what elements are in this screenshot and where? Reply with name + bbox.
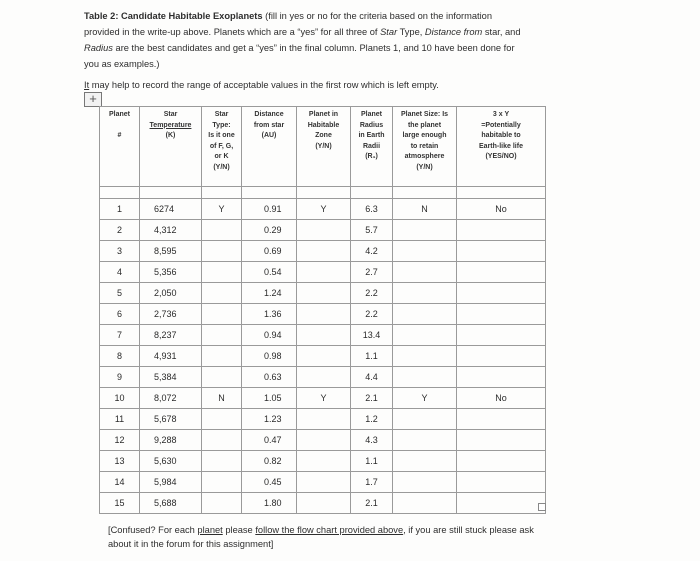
cell-temp[interactable]: 9,288 <box>140 430 202 451</box>
cell-temp[interactable]: 5,630 <box>140 451 202 472</box>
cell-dist[interactable]: 0.45 <box>242 472 297 493</box>
cell-size[interactable] <box>393 472 457 493</box>
cell-temp[interactable]: 5,984 <box>140 472 202 493</box>
footer-part1: [Confused? For each <box>108 525 198 535</box>
cell-zone[interactable] <box>297 325 351 346</box>
cell-potential[interactable] <box>457 262 546 283</box>
table-row <box>100 367 546 388</box>
cell-potential[interactable] <box>457 367 546 388</box>
cell-size[interactable]: N <box>393 199 457 220</box>
header-radius: Planet Radius in Earth Radii (R₁) <box>351 107 393 187</box>
cell-type[interactable] <box>202 409 242 430</box>
cell-size[interactable] <box>393 325 457 346</box>
hint-text <box>84 80 439 90</box>
table-row <box>100 283 546 304</box>
range-cell-planet[interactable] <box>100 187 140 199</box>
header-star-temperature: Star Temperature (K) <box>140 107 202 187</box>
cell-size[interactable] <box>393 262 457 283</box>
table-row <box>100 472 546 493</box>
cell-zone[interactable] <box>297 451 351 472</box>
cell-dist[interactable]: 0.47 <box>242 430 297 451</box>
footer-flow-chart-link[interactable]: follow the flow chart provided above <box>255 525 404 535</box>
table-row <box>100 346 546 367</box>
cell-temp[interactable]: 2,736 <box>140 304 202 325</box>
cell-planet[interactable]: 7 <box>100 325 140 346</box>
cell-potential[interactable] <box>457 493 546 514</box>
cell-type[interactable] <box>202 346 242 367</box>
cell-planet[interactable]: 8 <box>100 346 140 367</box>
cell-planet[interactable]: 13 <box>100 451 140 472</box>
range-cell-potential[interactable] <box>457 187 546 199</box>
instructions-star-type-term: Star <box>380 27 398 37</box>
cell-radius[interactable]: 1.1 <box>351 451 393 472</box>
instructions-radius-term: Radius <box>84 43 113 53</box>
acceptable-range-row <box>100 187 546 199</box>
range-cell-type[interactable] <box>202 187 242 199</box>
cell-dist[interactable]: 1.24 <box>242 283 297 304</box>
table-row <box>100 493 546 514</box>
cell-dist[interactable]: 1.05 <box>242 388 297 409</box>
instructions-line1: (fill in yes or no for the criteria based on the information <box>262 11 493 21</box>
exoplanet-table <box>99 106 546 514</box>
cell-type[interactable] <box>202 325 242 346</box>
range-cell-radius[interactable] <box>351 187 393 199</box>
cell-planet[interactable]: 12 <box>100 430 140 451</box>
header-row <box>100 107 546 187</box>
cell-radius[interactable]: 1.2 <box>351 409 393 430</box>
cell-type[interactable] <box>202 241 242 262</box>
cell-zone[interactable] <box>297 304 351 325</box>
cell-zone[interactable] <box>297 472 351 493</box>
cell-zone[interactable] <box>297 493 351 514</box>
cell-potential[interactable] <box>457 283 546 304</box>
cell-planet[interactable]: 11 <box>100 409 140 430</box>
cell-planet[interactable]: 4 <box>100 262 140 283</box>
cell-potential[interactable]: No <box>457 388 546 409</box>
cell-radius[interactable]: 2.7 <box>351 262 393 283</box>
header-planet-number: Planet # <box>100 107 140 187</box>
cell-potential[interactable] <box>457 346 546 367</box>
cell-planet[interactable]: 14 <box>100 472 140 493</box>
cell-potential[interactable] <box>457 241 546 262</box>
table-row <box>100 241 546 262</box>
cell-potential[interactable] <box>457 325 546 346</box>
cell-radius[interactable]: 6.3 <box>351 199 393 220</box>
cell-radius[interactable]: 5.7 <box>351 220 393 241</box>
add-row-icon[interactable]: + <box>84 92 102 107</box>
cell-potential[interactable] <box>457 409 546 430</box>
table-row <box>100 325 546 346</box>
cell-radius[interactable]: 13.4 <box>351 325 393 346</box>
cell-temp[interactable]: 5,678 <box>140 409 202 430</box>
table-row <box>100 388 546 409</box>
cell-temp[interactable]: 4,312 <box>140 220 202 241</box>
footer-planet-word: planet <box>197 525 223 535</box>
cell-radius[interactable]: 4.4 <box>351 367 393 388</box>
cell-type[interactable] <box>202 367 242 388</box>
table-resize-handle[interactable] <box>538 503 546 511</box>
footer-line2: about it in the forum for this assignment] <box>108 539 274 549</box>
range-cell-temp[interactable] <box>140 187 202 199</box>
hint-rest: may help to record the range of acceptable values in the first row which is left empty. <box>89 80 439 90</box>
cell-radius[interactable]: 1.1 <box>351 346 393 367</box>
footer-note <box>108 523 578 551</box>
cell-type[interactable]: Y <box>202 199 242 220</box>
cell-size[interactable] <box>393 304 457 325</box>
cell-radius[interactable]: 2.2 <box>351 283 393 304</box>
cell-temp[interactable]: 4,931 <box>140 346 202 367</box>
cell-type[interactable] <box>202 430 242 451</box>
table-row <box>100 220 546 241</box>
cell-type[interactable] <box>202 283 242 304</box>
cell-planet[interactable]: 1 <box>100 199 140 220</box>
cell-temp[interactable]: 8,072 <box>140 388 202 409</box>
cell-planet[interactable]: 5 <box>100 283 140 304</box>
cell-potential[interactable] <box>457 220 546 241</box>
cell-radius[interactable]: 4.2 <box>351 241 393 262</box>
header-potentially-habitable: 3 x Y =Potentially habitable to Earth-like life (YES/NO) <box>457 107 546 187</box>
header-planet-size: Planet Size: Is the planet large enough to retain atmosphere (Y/N) <box>393 107 457 187</box>
cell-zone[interactable] <box>297 220 351 241</box>
hint-first-word: It <box>84 80 90 90</box>
table-title: Table 2: Candidate Habitable Exoplanets <box>84 11 263 21</box>
cell-size[interactable] <box>393 346 457 367</box>
cell-temp[interactable]: 5,356 <box>140 262 202 283</box>
table-row <box>100 409 546 430</box>
cell-zone[interactable] <box>297 409 351 430</box>
instructions-line4: you as examples.) <box>84 59 160 69</box>
cell-size[interactable] <box>393 241 457 262</box>
cell-temp[interactable]: 8,237 <box>140 325 202 346</box>
cell-radius[interactable]: 4.3 <box>351 430 393 451</box>
table-row <box>100 262 546 283</box>
cell-temp[interactable]: 5,688 <box>140 493 202 514</box>
cell-dist[interactable]: 0.91 <box>242 199 297 220</box>
cell-dist[interactable]: 1.23 <box>242 409 297 430</box>
cell-type[interactable] <box>202 451 242 472</box>
cell-zone[interactable] <box>297 346 351 367</box>
cell-size[interactable] <box>393 220 457 241</box>
footer-part3: , if you are still stuck please ask <box>403 525 534 535</box>
cell-radius[interactable]: 1.7 <box>351 472 393 493</box>
cell-zone[interactable] <box>297 430 351 451</box>
header-habitable-zone: Planet in Habitable Zone (Y/N) <box>297 107 351 187</box>
cell-radius[interactable]: 2.1 <box>351 388 393 409</box>
cell-planet[interactable]: 6 <box>100 304 140 325</box>
cell-zone[interactable] <box>297 262 351 283</box>
header-distance: Distance from star (AU) <box>242 107 297 187</box>
cell-temp[interactable]: 8,595 <box>140 241 202 262</box>
cell-dist[interactable]: 0.82 <box>242 451 297 472</box>
cell-radius[interactable]: 2.1 <box>351 493 393 514</box>
cell-temp[interactable]: 6274 <box>140 199 202 220</box>
instructions-line2-c: star, and <box>482 27 521 37</box>
instructions-line2-b: Type, <box>397 27 425 37</box>
range-cell-zone[interactable] <box>297 187 351 199</box>
cell-potential[interactable] <box>457 304 546 325</box>
cell-size[interactable] <box>393 451 457 472</box>
table-row <box>100 199 546 220</box>
cell-temp[interactable]: 2,050 <box>140 283 202 304</box>
cell-dist[interactable]: 1.80 <box>242 493 297 514</box>
cell-radius[interactable]: 2.2 <box>351 304 393 325</box>
table-row <box>100 304 546 325</box>
cell-planet[interactable]: 15 <box>100 493 140 514</box>
cell-type[interactable] <box>202 304 242 325</box>
cell-zone[interactable]: Y <box>297 388 351 409</box>
instructions-distance-term: Distance from <box>424 27 483 37</box>
cell-potential[interactable] <box>457 430 546 451</box>
cell-dist[interactable]: 1.36 <box>242 304 297 325</box>
cell-planet[interactable]: 2 <box>100 220 140 241</box>
cell-dist[interactable]: 0.54 <box>242 262 297 283</box>
table-row <box>100 430 546 451</box>
cell-planet[interactable]: 9 <box>100 367 140 388</box>
cell-dist[interactable]: 0.94 <box>242 325 297 346</box>
cell-potential[interactable] <box>457 451 546 472</box>
cell-planet[interactable]: 10 <box>100 388 140 409</box>
cell-zone[interactable]: Y <box>297 199 351 220</box>
cell-size[interactable] <box>393 409 457 430</box>
cell-potential[interactable] <box>457 472 546 493</box>
cell-type[interactable] <box>202 220 242 241</box>
cell-dist[interactable]: 0.98 <box>242 346 297 367</box>
table-row <box>100 451 546 472</box>
instructions-line3: are the best candidates and get a “yes” in the final column. Planets 1, and 10 have been done for <box>112 43 515 53</box>
cell-zone[interactable] <box>297 283 351 304</box>
cell-potential[interactable]: No <box>457 199 546 220</box>
cell-size[interactable] <box>393 430 457 451</box>
cell-type[interactable] <box>202 493 242 514</box>
cell-dist[interactable]: 0.69 <box>242 241 297 262</box>
cell-size[interactable] <box>393 493 457 514</box>
cell-temp[interactable]: 5,384 <box>140 367 202 388</box>
cell-size[interactable]: Y <box>393 388 457 409</box>
header-star-type: Star Type: Is it one of F, G, or K (Y/N) <box>202 107 242 187</box>
footer-part2: please <box>222 525 256 535</box>
instructions-line2: provided in the write-up above. Planets which are a “yes” for all three of <box>84 27 381 37</box>
range-cell-size[interactable] <box>393 187 457 199</box>
cell-dist[interactable]: 0.29 <box>242 220 297 241</box>
range-cell-distance[interactable] <box>242 187 297 199</box>
cell-size[interactable] <box>393 283 457 304</box>
cell-zone[interactable] <box>297 367 351 388</box>
cell-dist[interactable]: 0.63 <box>242 367 297 388</box>
table-instructions <box>84 8 584 72</box>
cell-size[interactable] <box>393 367 457 388</box>
cell-planet[interactable]: 3 <box>100 241 140 262</box>
cell-type[interactable]: N <box>202 388 242 409</box>
cell-type[interactable] <box>202 472 242 493</box>
cell-zone[interactable] <box>297 241 351 262</box>
cell-type[interactable] <box>202 262 242 283</box>
